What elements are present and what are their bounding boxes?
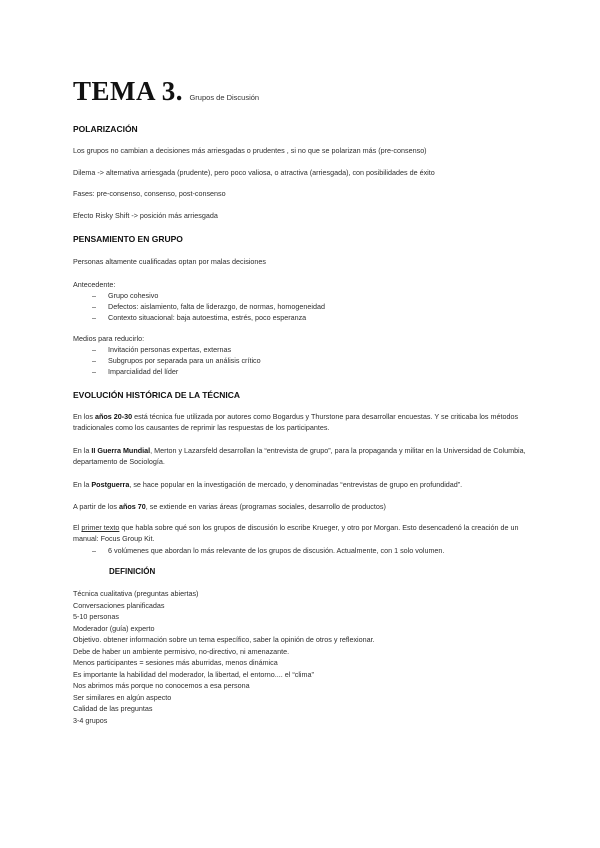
- polarizacion-p1: Los grupos no cambian a decisiones más arriesgadas o prudentes , si no que se polarizan más (pre-consenso): [73, 146, 427, 155]
- list-item: Defectos: aislamiento, falta de liderazgo, de normas, homogeneidad: [108, 302, 325, 311]
- definicion-line: Calidad de las preguntas: [73, 704, 153, 713]
- title-row: [73, 76, 259, 107]
- evolucion-p1: En los años 20-30 está técnica fue utilizada por autores como Bogardus y Thurstone para desarrollar encuestas. Y se criticaba los métodos tradicionales como los causantes de reprimir las respuestas de los participantes.: [73, 412, 519, 433]
- definicion-line: Objetivo. obtener información sobre un tema específico, saber la opinión de otros y reflexionar.: [73, 635, 375, 644]
- heading-definicion: DEFINICIÓN: [109, 567, 156, 576]
- heading-pensamiento: PENSAMIENTO EN GRUPO: [73, 234, 183, 244]
- definicion-line: Nos abrimos más porque no conocemos a esa persona: [73, 681, 250, 690]
- antecedente-label: Antecedente:: [73, 280, 116, 289]
- list-dash: –: [92, 313, 96, 322]
- bold-postguerra: Postguerra: [91, 480, 130, 489]
- bold-anos-70: años 70: [118, 502, 146, 511]
- definicion-line: Menos participantes = sesiones más aburridas, menos dinámica: [73, 658, 278, 667]
- list-dash: –: [92, 367, 96, 376]
- evolucion-p5: El primer texto que habla sobre qué son los grupos de discusión lo escribe Krueger, y otro por Morgan. Esto desencadenó la creación de un manual: Focus Group Kit.: [73, 523, 519, 544]
- list-dash: –: [92, 302, 96, 311]
- definicion-line: Moderador (guía) experto: [73, 623, 155, 633]
- polarizacion-p4: Efecto Risky Shift -> posición más arriesgada: [73, 211, 218, 220]
- polarizacion-p2: Dilema -> alternativa arriesgada (prudente), pero poco valiosa, o atractiva (arriesgada), con posibilidades de éxito: [73, 168, 435, 177]
- heading-polarizacion: POLARIZACIÓN: [73, 124, 138, 134]
- definicion-line: Técnica cualitativa (preguntas abiertas): [73, 589, 199, 598]
- pensamiento-intro: Personas altamente cualificadas optan por malas decisiones: [73, 257, 266, 266]
- definicion-line: Conversaciones planificadas: [73, 600, 165, 610]
- definicion-line: Es importante la habilidad del moderador, la libertad, el entorno.... el “clima”: [73, 669, 314, 679]
- list-dash: –: [92, 546, 96, 555]
- heading-evolucion: EVOLUCIÓN HISTÓRICA DE LA TÉCNICA: [73, 390, 241, 400]
- list-item: 6 volúmenes que abordan lo más relevante de los grupos de discusión. Actualmente, con 1 solo volumen.: [108, 546, 445, 555]
- definicion-line: 5-10 personas: [73, 612, 119, 621]
- evolucion-p4: A partir de los años 70, se extiende en varias áreas (programas sociales, desarrollo de productos): [73, 502, 386, 511]
- definicion-line: Debe de haber un ambiente permisivo, no-directivo, ni amenazante.: [73, 646, 290, 656]
- definicion-line: Ser similares en algún aspecto: [73, 692, 172, 702]
- list-item: Grupo cohesivo: [108, 291, 159, 300]
- list-dash: –: [92, 345, 96, 354]
- bold-anos-20-30: años 20-30: [94, 412, 133, 421]
- underline-primer-texto: primer texto: [81, 523, 120, 532]
- list-dash: –: [92, 291, 96, 300]
- definicion-line: 3-4 grupos: [73, 715, 108, 725]
- list-item: Contexto situacional: baja autoestima, estrés, poco esperanza: [108, 313, 307, 322]
- bold-ii-guerra-mundial: II Guerra Mundial: [91, 446, 151, 455]
- list-item: Imparcialidad del líder: [108, 367, 179, 376]
- tema-title: TEMA 3.: [73, 76, 184, 106]
- tema-subtitle: Grupos de Discusión: [189, 93, 260, 102]
- evolucion-p3: En la Postguerra, se hace popular en la investigación de mercado, y denominadas “entrevistas de grupo en profundidad”.: [73, 480, 463, 489]
- evolucion-p2: En la II Guerra Mundial, Merton y Lazarsfeld desarrollan la “entrevista de grupo”, para la propaganda y militar en la Universidad de Columbia, departamento de Sociología.: [73, 446, 526, 467]
- medios-label: Medios para reducirlo:: [73, 334, 145, 343]
- list-item: Subgrupos por separada para un análisis crítico: [108, 356, 261, 365]
- polarizacion-p3: Fases: pre-consenso, consenso, post-consenso: [73, 189, 226, 198]
- list-item: Invitación personas expertas, externas: [108, 345, 232, 354]
- list-dash: –: [92, 356, 96, 365]
